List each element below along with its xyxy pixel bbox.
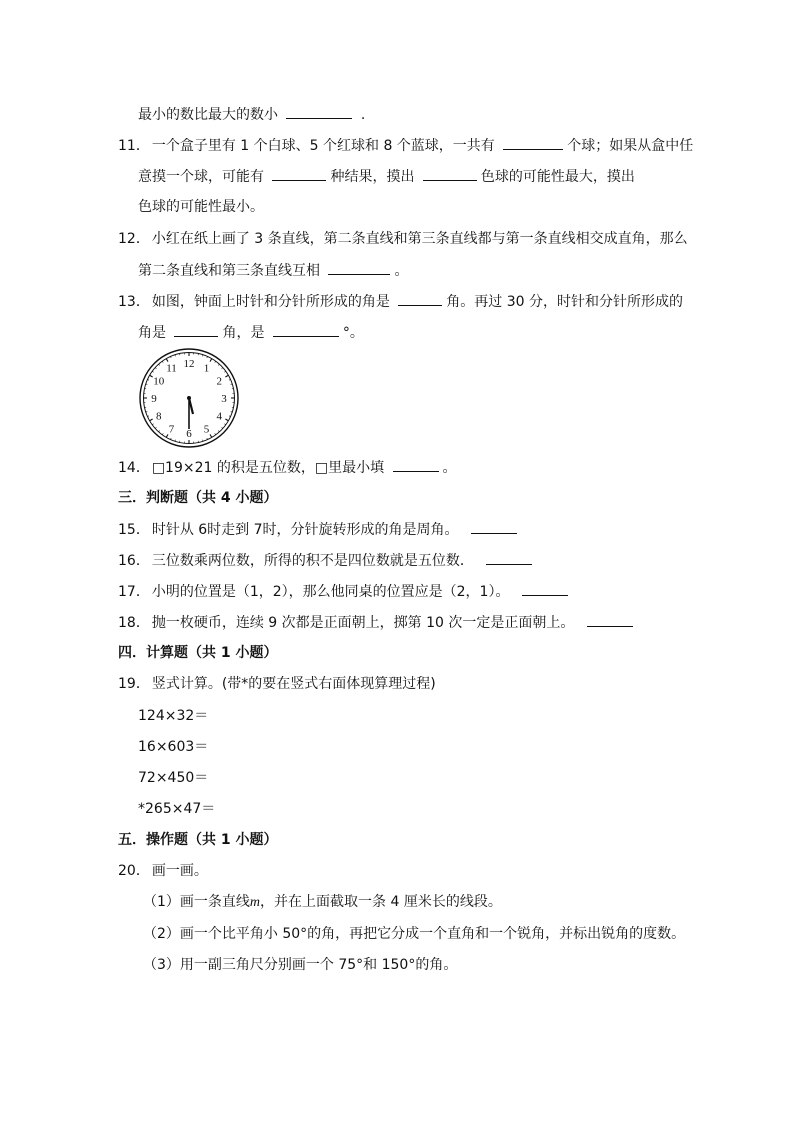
question-13-line2: [138, 322, 364, 342]
clock-tick: [210, 359, 212, 362]
answer-blank[interactable]: [503, 135, 563, 150]
clock-tick: [222, 427, 223, 428]
q15-text: 时针从 6时走到 7时，分针旋转形成的角是周角。: [151, 522, 459, 538]
question-number: 11．: [118, 138, 150, 154]
clock-tick: [162, 433, 163, 434]
q12-text: 。: [394, 263, 409, 279]
question-16: [118, 550, 536, 570]
line-variable: m: [249, 895, 261, 910]
q17-text: 小明的位置是（1，2），那么他同桌的位置应是（2，1）。: [151, 584, 510, 600]
question-12-line1: [118, 229, 688, 249]
clock-number: 3: [221, 393, 227, 405]
clock-tick: [222, 368, 223, 369]
question-17: [118, 581, 572, 601]
q11-text: 色球的可能性最大，摸出: [480, 169, 635, 185]
q10-period: .: [360, 107, 366, 123]
q20-sub3: （3）用一副三角尺分别画一个 75°和 150°的角。: [143, 957, 458, 973]
clock-center: [187, 396, 191, 400]
clock-tick: [150, 375, 153, 377]
q19-text: 竖式计算。(带*的要在竖式右面体现算理过程): [151, 676, 436, 692]
q13-text: 角。再过 30 分，时针和分针所形成的: [446, 294, 683, 310]
question-19: [118, 674, 436, 694]
question-number: 15．: [118, 522, 150, 538]
q20-sub1-text: （1）画一条直线: [143, 894, 250, 910]
calc-item: 72×450＝: [138, 770, 209, 786]
question-15: [118, 519, 521, 539]
q14-text: 。: [442, 460, 457, 476]
question-number: 13．: [118, 294, 150, 310]
question-18: [118, 612, 637, 632]
clock-number: 1: [203, 362, 210, 375]
question-11-line1: [118, 135, 693, 155]
clock-number: 8: [155, 410, 162, 423]
q20-text: 画一画。: [151, 863, 208, 879]
answer-blank[interactable]: [286, 104, 352, 119]
calc-item: 124×32＝: [138, 708, 209, 724]
question-14: [118, 457, 457, 477]
question-12-line2: [138, 260, 408, 280]
answer-blank[interactable]: [471, 519, 517, 534]
section-heading-operation: 五．操作题（共 1 小题）: [118, 832, 278, 848]
question-10-continuation: [138, 104, 365, 124]
q20-sub1-text: ，并在上面截取一条 4 厘米长的线段。: [260, 894, 502, 910]
clock-tick: [166, 434, 168, 437]
clock-tick: [224, 371, 225, 372]
clock-tick: [225, 419, 228, 421]
q18-text: 抛一枚硬币，连续 9 次都是正面朝上，掷第 10 次一定是正面朝上。: [151, 615, 575, 631]
section-heading-judgement: 三．判断题（共 4 小题）: [118, 490, 278, 506]
answer-blank[interactable]: [272, 166, 326, 181]
question-20: [118, 861, 208, 881]
answer-blank[interactable]: [486, 550, 532, 565]
clock-tick: [155, 368, 156, 369]
clock-tick: [150, 419, 153, 421]
clock-tick: [215, 361, 216, 362]
question-number: 18．: [118, 615, 150, 631]
clock-tick: [218, 431, 219, 432]
clock-number: 12: [183, 358, 195, 370]
clock-tick: [215, 433, 216, 434]
answer-blank[interactable]: [398, 291, 442, 306]
clock-tick: [152, 371, 153, 372]
answer-blank[interactable]: [587, 612, 633, 627]
clock-tick: [224, 424, 225, 425]
q13-text: °。: [342, 325, 364, 341]
question-number: 16．: [118, 553, 150, 569]
clock-tick: [225, 375, 228, 377]
clock-number: 9: [151, 393, 157, 405]
clock-tick: [159, 364, 160, 365]
clock-number: 7: [168, 423, 175, 436]
clock-tick: [152, 424, 153, 425]
q13-text: 角是: [138, 325, 166, 341]
question-number: 17．: [118, 584, 150, 600]
q10-text: 最小的数比最大的数小: [138, 107, 278, 123]
clock-tick: [166, 359, 168, 362]
clock-tick: [162, 361, 163, 362]
q16-text: 三位数乘两位数，所得的积不是四位数就是五位数．: [151, 553, 474, 569]
clock-tick: [218, 364, 219, 365]
clock-number: 11: [166, 362, 177, 375]
q20-sub2: （2）画一个比平角小 50°的角，再把它分成一个直角和一个锐角，并标出锐角的度数。: [143, 926, 686, 942]
question-number: 20．: [118, 863, 150, 879]
q11-text: 一个盒子里有 1 个白球、5 个红球和 8 个蓝球，一共有: [151, 138, 495, 154]
question-11-line3: [138, 197, 264, 217]
clock-number: 6: [186, 428, 192, 440]
question-number: 19．: [118, 676, 150, 692]
q14-text: □19×21 的积是五位数，□里最小填: [151, 460, 385, 476]
clock-number: 10: [153, 375, 165, 388]
clock-number: 4: [216, 410, 223, 423]
q12-text: 第二条直线和第三条直线互相: [138, 263, 320, 279]
q11-text: 种结果，摸出: [330, 169, 415, 185]
q13-text: 角，是: [222, 325, 265, 341]
q11-text: 个球；如果从盒中任: [567, 138, 694, 154]
clock-number: 2: [216, 375, 223, 388]
question-number: 14．: [118, 460, 150, 476]
clock-face-icon: [138, 347, 240, 449]
calc-item: *265×47＝: [138, 801, 216, 817]
answer-blank[interactable]: [522, 581, 568, 596]
q11-text: 意摸一个球，可能有: [138, 169, 264, 185]
clock-tick: [210, 434, 212, 437]
calc-item: 16×603＝: [138, 739, 209, 755]
clock-number: 5: [203, 423, 210, 436]
clock-tick: [159, 431, 160, 432]
question-number: 12．: [118, 231, 150, 247]
answer-blank[interactable]: [174, 322, 218, 337]
clock-tick: [155, 427, 156, 428]
question-11-line2: [138, 166, 635, 186]
section-heading-calculation: 四．计算题（共 1 小题）: [118, 645, 278, 661]
q11-text: 色球的可能性最小。: [138, 199, 264, 215]
q20-sub1: [143, 892, 502, 912]
q13-text: 如图，钟面上时针和分针所形成的角是: [151, 294, 390, 310]
answer-blank[interactable]: [273, 322, 339, 337]
question-13-line1: [118, 291, 683, 311]
answer-blank[interactable]: [423, 166, 477, 181]
answer-blank[interactable]: [328, 260, 390, 275]
q12-text: 小红在纸上画了 3 条直线，第二条直线和第三条直线都与第一条直线相交成直角，那么: [151, 231, 688, 247]
answer-blank[interactable]: [393, 457, 439, 472]
